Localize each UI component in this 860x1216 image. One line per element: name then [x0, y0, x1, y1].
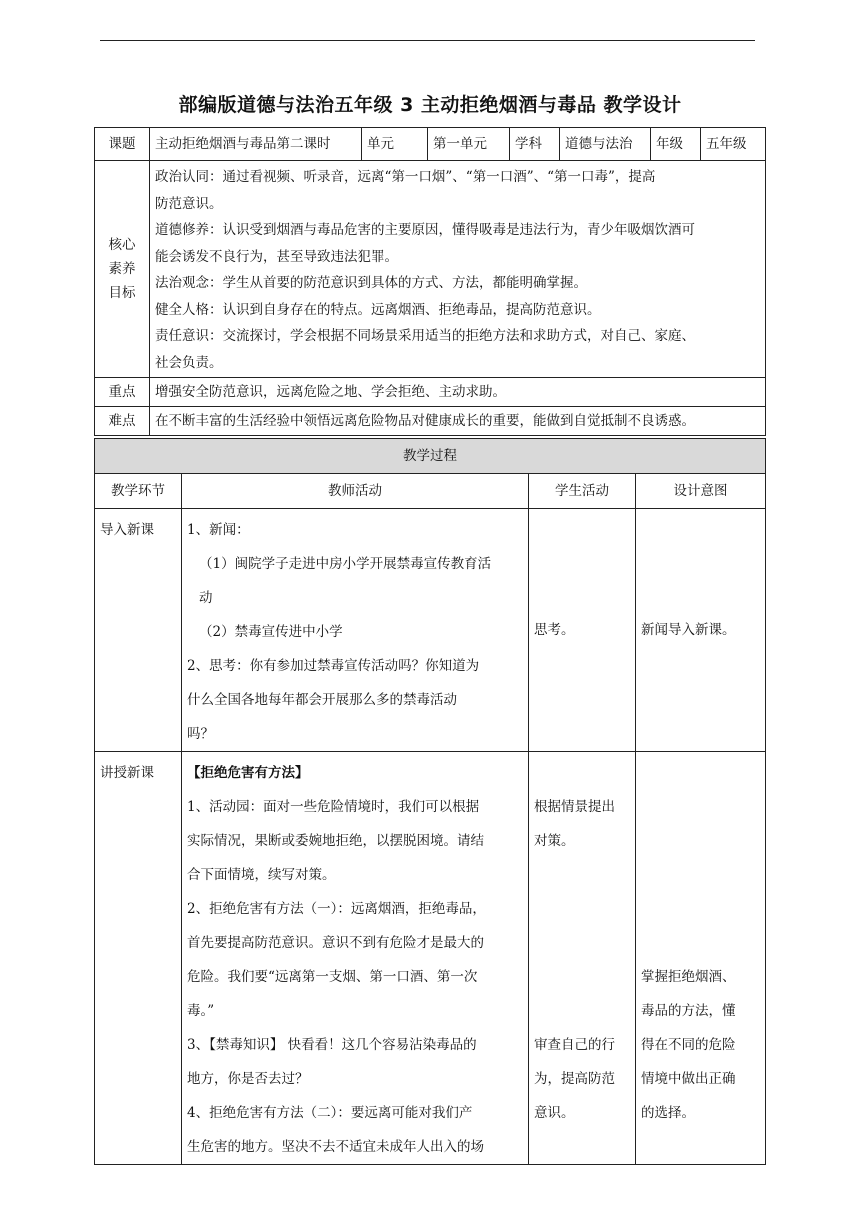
unit-label: 单元: [362, 128, 428, 161]
teacher-line: （1）闽院学子走进中房小学开展禁毒宣传教育活: [199, 556, 492, 572]
unit-value: 第一单元: [428, 128, 510, 161]
core-line: 健全人格：认识到自身存在的特点。远离烟酒、拒绝毒品，提高防范意识。: [155, 301, 601, 318]
core-line: 政治认同：通过看视频、听录音，远离“第一口烟”、“第一口酒”、“第一口毒”，提高: [155, 169, 656, 185]
difficult-label: 难点: [95, 407, 150, 436]
intent-line: 毒品的方法，懂: [641, 1003, 736, 1019]
core-line: 法治观念：学生从首要的防范意识到具体的方式、方法，都能明确掌握。: [155, 275, 587, 291]
intent-line: 的选择。: [641, 1105, 695, 1121]
teacher-line: 首先要提高防范意识。意识不到有危险才是最大的: [187, 935, 484, 951]
teacher-line: 什么全国各地每年都会开展那么多的禁毒活动: [187, 692, 457, 708]
core-line: 防范意识。: [155, 195, 223, 212]
intro-teacher: [182, 509, 529, 752]
teacher-line: 合下面情境，续写对策。: [187, 867, 336, 883]
teacher-line: 生危害的地方。坚决不去不适宜未成年人出入的场: [187, 1139, 484, 1155]
info-row: [95, 128, 766, 161]
document-title: 部编版道德与法治五年级 3 主动拒绝烟酒与毒品 教学设计: [178, 94, 682, 116]
course-label: 课题: [95, 128, 150, 161]
teacher-line: 毒。”: [187, 1003, 215, 1019]
teacher-line: （2）禁毒宣传进中小学: [199, 624, 343, 640]
top-rule: [100, 40, 755, 41]
teacher-line: 吗？: [187, 726, 214, 742]
teacher-line: 3、【禁毒知识】 快看看！这几个容易沾染毒品的: [187, 1037, 477, 1053]
difficult-value: 在不断丰富的生活经验中领悟远离危险物品对健康成长的重要，能做到自觉抵制不良诱惑。: [150, 407, 766, 436]
teacher-line: 2、思考：你有参加过禁毒宣传活动吗？你知道为: [187, 658, 480, 674]
student-line: 为，提高防范: [534, 1071, 615, 1087]
teacher-line: 危险。我们要“远离第一支烟、第一口酒、第一次: [187, 969, 478, 985]
key-label: 重点: [95, 378, 150, 407]
core-line: 道德修养：认识受到烟酒与毒品危害的主要原因，懂得吸毒是违法行为，青少年吸烟饮酒可: [155, 222, 695, 238]
lecture-teacher: [182, 752, 529, 1165]
process-band: 教学过程: [95, 439, 766, 474]
process-header-row: [95, 474, 766, 509]
difficult-row: [95, 407, 766, 436]
student-line: 审查自己的行: [534, 1037, 615, 1053]
core-line: 责任意识：交流探讨，学会根据不同场景采用适当的拒绝方法和求助方式，对自己、家庭、: [155, 328, 695, 344]
intro-intent: 新闻导入新课。: [636, 509, 766, 752]
core-row: [95, 161, 766, 378]
core-label-line: 素养: [108, 261, 136, 277]
intro-student: 思考。: [529, 509, 636, 752]
lecture-row: [95, 752, 766, 1165]
teacher-line: 1、活动园：面对一些危险情境时，我们可以根据: [187, 799, 480, 815]
teacher-line: 1、新闻：: [187, 522, 250, 538]
core-label-line: 核心: [108, 237, 136, 253]
grade-value: 五年级: [701, 128, 766, 161]
intro-row: [95, 509, 766, 752]
lecture-stage: 讲授新课: [95, 752, 182, 1165]
teacher-heading: 【拒绝危害有方法】: [187, 765, 309, 781]
intro-stage: 导入新课: [95, 509, 182, 752]
core-label: [95, 161, 150, 378]
teacher-line: 4、拒绝危害有方法（二）：要远离可能对我们产: [187, 1105, 473, 1121]
student-line: 对策。: [534, 833, 575, 849]
header-student: 学生活动: [529, 474, 636, 509]
course-value: 主动拒绝烟酒与毒品第二课时: [150, 128, 362, 161]
core-line: 社会负责。: [155, 354, 223, 371]
teacher-line: 动: [199, 590, 213, 606]
lecture-intent: [636, 752, 766, 1165]
subject-label: 学科: [510, 128, 560, 161]
student-line: 意识。: [534, 1105, 575, 1121]
grade-label: 年级: [651, 128, 701, 161]
header-intent: 设计意图: [636, 474, 766, 509]
core-content: [150, 161, 766, 378]
key-row: [95, 378, 766, 407]
intent-line: 情境中做出正确: [641, 1071, 736, 1087]
teacher-line: 地方，你是否去过？: [187, 1071, 309, 1087]
core-label-line: 目标: [108, 285, 136, 301]
header-teacher: 教师活动: [182, 474, 529, 509]
lecture-student: [529, 752, 636, 1165]
student-line: 根据情景提出: [534, 799, 615, 815]
intent-line: 掌握拒绝烟酒、: [641, 969, 736, 985]
process-band-row: [95, 439, 766, 474]
subject-value: 道德与法治: [560, 128, 651, 161]
header-stage: 教学环节: [95, 474, 182, 509]
teacher-line: 2、拒绝危害有方法（一）：远离烟酒，拒绝毒品，: [187, 901, 486, 917]
process-table: [94, 438, 766, 1165]
intent-line: 得在不同的危险: [641, 1037, 736, 1053]
teacher-line: 实际情况，果断或委婉地拒绝，以摆脱困境。请结: [187, 833, 484, 849]
core-line: 能会诱发不良行为，甚至导致违法犯罪。: [155, 248, 398, 265]
info-table: [94, 127, 766, 436]
key-value: 增强安全防范意识，远离危险之地、学会拒绝、主动求助。: [150, 378, 766, 407]
